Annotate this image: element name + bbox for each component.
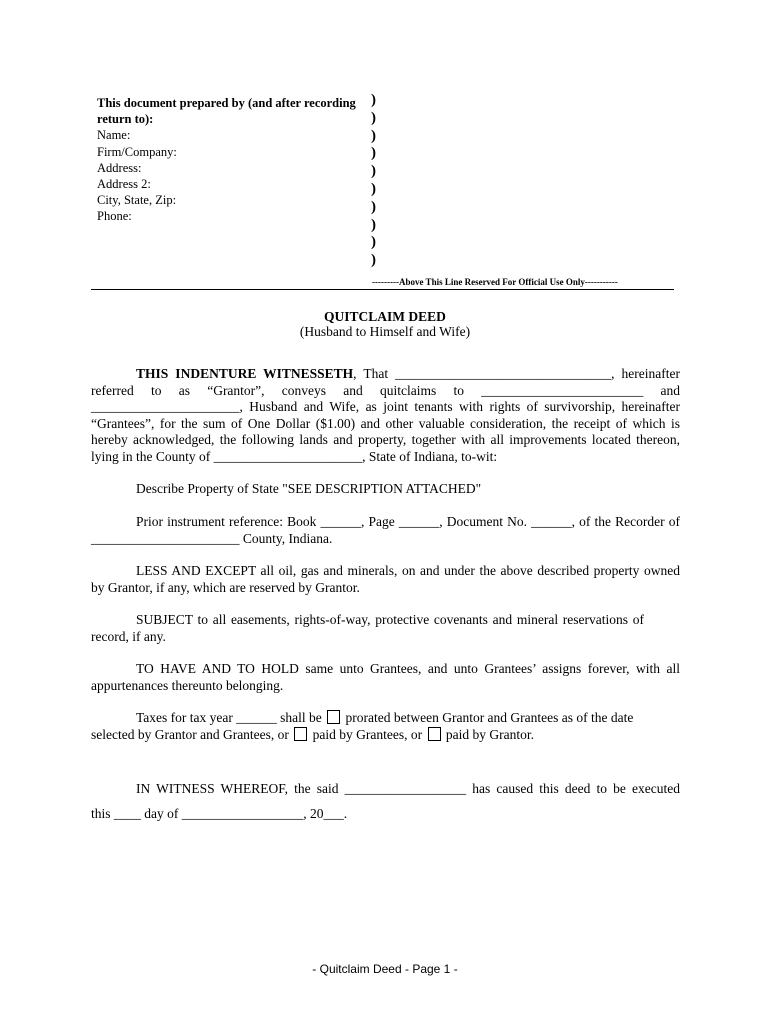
- address-field-label: Address:: [97, 160, 142, 175]
- indenture-paragraph: [91, 366, 680, 465]
- indenture-line-3: ______________________, Husband and Wife, as joint tenants with rights of survivorship, hereinafter: [91, 399, 680, 414]
- habendum-line-1: TO HAVE AND TO HOLD same unto Grantees, and unto Grantees’ assigns forever, with all: [136, 661, 680, 676]
- taxes-line-2: [91, 727, 534, 743]
- indenture-lead: THIS INDENTURE WITNESSETH: [136, 366, 354, 381]
- indenture-line-1-rest: , That ________________________________, hereinafter: [353, 366, 681, 381]
- paren: ): [371, 216, 376, 233]
- paid-by-grantees-checkbox[interactable]: [294, 727, 307, 741]
- paren: ): [371, 92, 376, 108]
- paren: ): [371, 163, 376, 180]
- phone-field-label: Phone:: [97, 209, 132, 224]
- prepared-by-label: This document prepared by (and after recording: [97, 96, 356, 110]
- header-divider: [91, 289, 674, 290]
- paren: ): [371, 145, 376, 162]
- less-except-paragraph: [91, 563, 680, 596]
- paren: ): [371, 127, 376, 144]
- prorated-checkbox[interactable]: [327, 710, 340, 724]
- indenture-line-1: [91, 366, 680, 383]
- paren: ): [371, 180, 376, 197]
- paren: ): [371, 109, 376, 126]
- prior-line-2: ______________________ County, Indiana.: [91, 530, 333, 546]
- paren: ): [371, 234, 376, 251]
- address2-field-label: Address 2:: [97, 177, 151, 192]
- taxes-part-5: paid by Grantor.: [445, 727, 534, 742]
- taxes-line-1: [136, 710, 633, 726]
- habendum-paragraph: [91, 661, 680, 694]
- witness-line-2: this ____ day of __________________, 20___.: [91, 806, 348, 821]
- prior-line-1: Prior instrument reference: Book ______, Page ______, Document No. ______, of the Recorder of: [136, 514, 680, 529]
- indenture-line-6: lying in the County of ______________________, State of Indiana, to-wit:: [91, 448, 498, 464]
- return-to-label: return to):: [97, 112, 154, 127]
- document-subtitle: (Husband to Himself and Wife): [299, 324, 471, 339]
- subject-paragraph: [91, 612, 680, 645]
- recording-parentheses: [371, 92, 376, 270]
- page-footer: - Quitclaim Deed - Page 1 -: [312, 962, 458, 976]
- less-except-line-2: by Grantor, if any, which are reserved by Grantor.: [91, 579, 360, 595]
- taxes-part-3: selected by Grantor and Grantees, or: [91, 727, 289, 742]
- witness-line-1: IN WITNESS WHEREOF, the said __________________ has caused this deed to be executed: [136, 781, 680, 796]
- witness-paragraph: [91, 776, 680, 826]
- name-field-label: Name:: [97, 128, 131, 143]
- taxes-part-4: paid by Grantees, or: [312, 727, 423, 742]
- less-except-line-1: LESS AND EXCEPT all oil, gas and minerals, on and under the above described property owned: [136, 563, 680, 578]
- city-state-zip-field-label: City, State, Zip:: [97, 193, 177, 208]
- taxes-part-1: Taxes for tax year ______ shall be: [136, 710, 322, 725]
- taxes-part-2: prorated between Grantor and Grantees as of the date: [345, 710, 634, 725]
- paid-by-grantor-checkbox[interactable]: [428, 727, 441, 741]
- official-use-line: ---------Above This Line Reserved For Official Use Only-----------: [372, 277, 618, 287]
- firm-field-label: Firm/Company:: [97, 144, 177, 159]
- habendum-line-2: appurtenances thereunto belonging.: [91, 677, 284, 693]
- prior-instrument-paragraph: [91, 514, 680, 547]
- document-title: QUITCLAIM DEED: [324, 309, 446, 324]
- paren: ): [371, 252, 376, 269]
- paren: ): [371, 198, 376, 215]
- indenture-line-2: referred to as “Grantor”, conveys and quitclaims to ________________________ and: [91, 382, 680, 398]
- property-description: Describe Property of State "SEE DESCRIPTION ATTACHED": [136, 481, 482, 496]
- subject-line-2: record, if any.: [91, 628, 166, 644]
- indenture-line-5: hereby acknowledged, the following lands and property, together with all improvements located thereon,: [91, 432, 680, 447]
- prepared-by-block: [97, 95, 356, 225]
- subject-line-1: SUBJECT to all easements, rights-of-way, protective covenants and mineral reservations of: [136, 612, 644, 627]
- indenture-line-4: “Grantees”, for the sum of One Dollar ($1.00) and other valuable consideration, the receipt of which is: [91, 415, 680, 431]
